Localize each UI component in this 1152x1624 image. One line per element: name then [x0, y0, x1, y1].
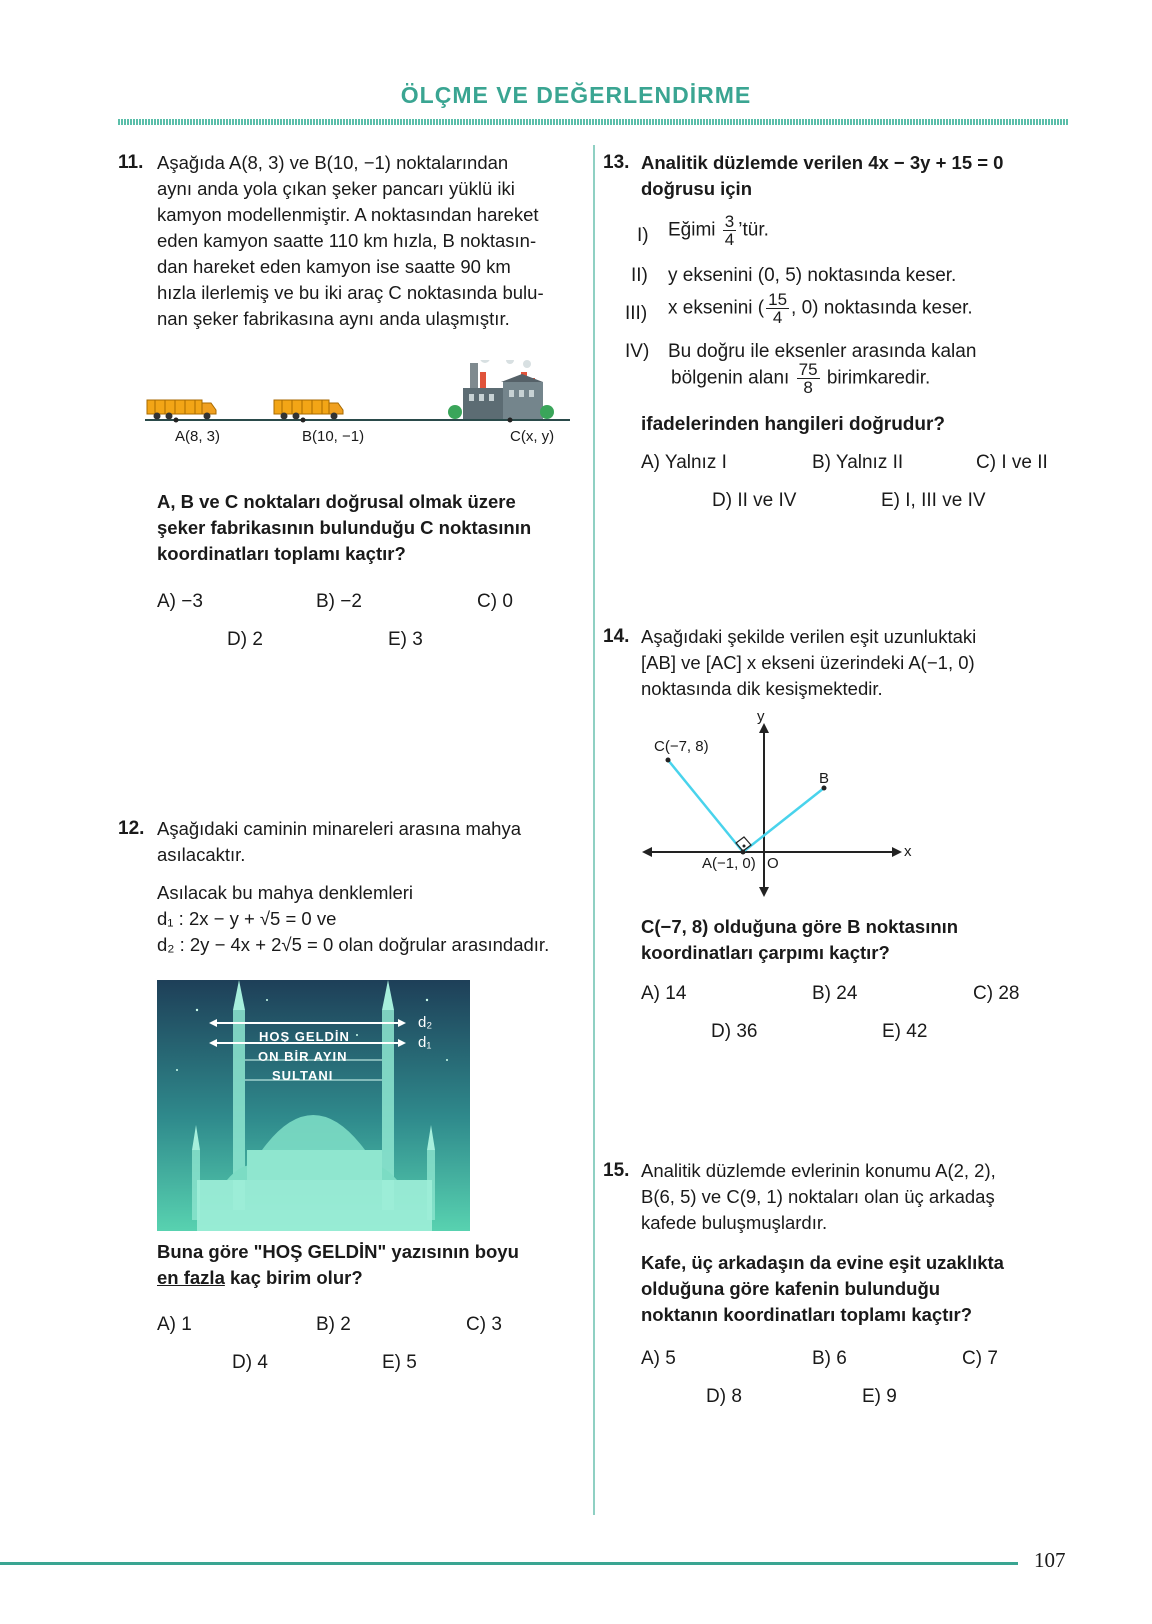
q13-statement-3 [668, 291, 973, 326]
q13-statement-1-num: I) [637, 225, 649, 246]
header-rule [118, 119, 1068, 125]
q13-s4-pre: bölgenin alanı [671, 367, 790, 389]
q11-question-line: A, B ve C noktaları doğrusal olmak üzere [157, 491, 516, 512]
q11-line: kamyon modellenmiştir. A noktasından hareket [157, 204, 539, 225]
truck-b-icon [274, 400, 343, 420]
q13-s3-pre: x eksenini ( [668, 297, 765, 319]
q13-statement-4-num: IV) [625, 341, 650, 362]
q15-stem [641, 1158, 996, 1236]
q14-stem [641, 624, 976, 702]
q13-statement-1 [668, 213, 769, 248]
q11-line: eden kamyon saatte 110 km hızla, B noktasın- [157, 230, 537, 251]
label-a: A(−1, 0) [702, 855, 756, 872]
q11-line: nan şeker fabrikasına aynı anda ulaşmıştır. [157, 308, 510, 329]
frac-den: 4 [772, 308, 783, 327]
q11-option-c[interactable]: C) 0 [477, 591, 513, 612]
axis-label-x: x [904, 843, 912, 860]
q13-option-c[interactable]: C) I ve II [976, 452, 1048, 473]
q12-option-d[interactable]: D) 4 [232, 1352, 268, 1373]
frac-num: 3 [724, 212, 735, 231]
q13-s1-post: ’tür. [738, 219, 769, 241]
q14-question-line: C(−7, 8) olduğuna göre B noktasının [641, 916, 959, 937]
q13-question: ifadelerinden hangileri doğrudur? [641, 414, 946, 435]
q14-line: Aşağıdaki şekilde verilen eşit uzunluktaki [641, 626, 977, 647]
q15-question-line: noktanın koordinatları toplamı kaçtır? [641, 1304, 972, 1325]
label-d1: d₁ [418, 1034, 432, 1051]
q11-question-line: şeker fabrikasının bulunduğu C noktasının [157, 517, 532, 538]
q13-statement-4b [671, 361, 930, 396]
q11-option-b[interactable]: B) −2 [316, 591, 362, 612]
q11-option-d[interactable]: D) 2 [227, 629, 263, 650]
y-axis-arrow-down [759, 887, 769, 897]
q13-option-d[interactable]: D) II ve IV [712, 490, 797, 511]
frac-num: 75 [798, 360, 818, 379]
q11-question [157, 489, 531, 567]
q12-stem [157, 816, 521, 868]
label-d2: d₂ [418, 1014, 433, 1031]
point-a-dot [741, 850, 746, 855]
q12-option-e[interactable]: E) 5 [382, 1352, 417, 1373]
q12-line: asılacaktır. [157, 844, 246, 865]
q12-eq1: d₁ : 2x − y + √5 = 0 ve [157, 908, 337, 929]
q13-title [641, 150, 1003, 202]
q13-title-line: Analitik düzlemde verilen 4x − 3y + 15 = 0 [641, 152, 1004, 173]
q13-s4-post: birimkaredir. [826, 367, 931, 389]
q14-option-d[interactable]: D) 36 [711, 1021, 758, 1042]
q15-option-e[interactable]: E) 9 [862, 1386, 897, 1407]
q12-option-a[interactable]: A) 1 [157, 1314, 192, 1335]
q15-line: B(6, 5) ve C(9, 1) noktaları olan üç arkadaş [641, 1186, 995, 1207]
q12-eq2: d₂ : 2y − 4x + 2√5 = 0 olan doğrular arasındadır. [157, 934, 550, 955]
q13-statement-2: y eksenini (0, 5) noktasında keser. [668, 265, 957, 286]
q15-line: kafede buluşmuşlardır. [641, 1212, 828, 1233]
point-a-marker [174, 418, 179, 423]
q15-option-a[interactable]: A) 5 [641, 1348, 676, 1369]
point-c-dot [666, 758, 671, 763]
q13-statement-2-num: II) [631, 265, 648, 286]
label-point-c: C(x, y) [510, 428, 555, 445]
frac-den: 8 [803, 378, 813, 397]
q15-question-line: olduğuna göre kafenin bulunduğu [641, 1278, 941, 1299]
q13-statement-4: Bu doğru ile eksenler arasında kalan [668, 341, 977, 362]
q11-option-e[interactable]: E) 3 [388, 629, 423, 650]
q13-statement-3-num: III) [625, 303, 648, 324]
q13-s1-pre: Eğimi [668, 219, 716, 241]
x-axis-arrow-right [892, 847, 902, 857]
segment-ac [668, 760, 743, 852]
column-divider [593, 145, 595, 1515]
q12-question-line1: Buna göre "HOŞ GELDİN" yazısının boyu [157, 1241, 519, 1262]
page-number: 107 [1034, 1548, 1066, 1572]
q12-question-line2 [157, 1265, 519, 1291]
q12-eq-intro: Asılacak bu mahya denklemleri [157, 882, 414, 903]
x-axis-arrow-left [642, 847, 652, 857]
footer-rule [0, 1562, 1018, 1565]
point-c-marker [508, 418, 513, 423]
frac-den: 4 [724, 230, 735, 249]
q12-equations [157, 880, 549, 958]
q11-line: Aşağıda A(8, 3) ve B(10, −1) noktalarından [157, 152, 509, 173]
q14-number: 14. [603, 626, 630, 647]
q13-s1-fraction [723, 213, 736, 248]
page-header-title: ÖLÇME VE DEĞERLENDİRME [400, 82, 752, 108]
q14-line: noktasında dik kesişmektedir. [641, 678, 883, 699]
q15-number: 15. [603, 1160, 630, 1181]
q14-option-e[interactable]: E) 42 [882, 1021, 928, 1042]
q13-option-e[interactable]: E) I, III ve IV [881, 490, 986, 511]
q11-line: dan hareket eden kamyon ise saatte 90 km [157, 256, 511, 277]
label-point-b: B(10, −1) [302, 428, 365, 445]
q11-option-a[interactable]: A) −3 [157, 591, 203, 612]
q14-question-line: koordinatları çarpımı kaçtır? [641, 942, 890, 963]
q12-question-rest: kaç birim olur? [224, 1267, 363, 1288]
label-b: B [819, 770, 830, 787]
q13-option-b[interactable]: B) Yalnız II [812, 452, 904, 473]
factory-icon [448, 360, 554, 419]
q13-title-line: doğrusu için [641, 178, 752, 199]
q11-stem [157, 150, 544, 332]
q11-question-line: koordinatları toplamı kaçtır? [157, 543, 406, 564]
label-c: C(−7, 8) [654, 738, 709, 755]
q14-option-c[interactable]: C) 28 [973, 983, 1020, 1004]
banner-text-2: ON BİR AYIN [258, 1049, 348, 1064]
q15-question-line: Kafe, üç arkadaşın da evine eşit uzaklıkta [641, 1252, 1004, 1273]
q12-line: Aşağıdaki caminin minareleri arasına mahya [157, 818, 522, 839]
point-b-marker [301, 418, 306, 423]
q13-s4-fraction [797, 361, 820, 396]
segment-ab [743, 788, 824, 852]
q13-s3-fraction [766, 291, 789, 326]
frac-num: 15 [768, 290, 788, 309]
banner-text-1: HOŞ GELDİN [259, 1029, 350, 1044]
truck-a-icon [147, 400, 216, 420]
q13-option-a[interactable]: A) Yalnız I [641, 452, 727, 473]
q14-question [641, 914, 958, 966]
q12-emphasis: en fazla [157, 1267, 225, 1288]
banner-text-3: SULTANI [272, 1068, 334, 1083]
q14-option-a[interactable]: A) 14 [641, 983, 687, 1004]
q15-option-b[interactable]: B) 6 [812, 1348, 847, 1369]
q13-s3-post: , 0) noktasında keser. [791, 297, 973, 319]
q11-number: 11. [118, 152, 144, 173]
q15-option-c[interactable]: C) 7 [962, 1348, 998, 1369]
q14-line: [AB] ve [AC] x ekseni üzerindeki A(−1, 0) [641, 652, 975, 673]
q12-option-c[interactable]: C) 3 [466, 1314, 502, 1335]
q12-question [157, 1239, 519, 1291]
q11-line: hızla ilerlemiş ve bu iki araç C noktasında bulu- [157, 282, 544, 303]
q11-line: aynı anda yola çıkan şeker pancarı yüklü iki [157, 178, 515, 199]
q12-number: 12. [118, 818, 145, 839]
q15-option-d[interactable]: D) 8 [706, 1386, 742, 1407]
label-origin: O [767, 855, 779, 872]
q15-line: Analitik düzlemde evlerinin konumu A(2, 2), [641, 1160, 996, 1181]
q15-question [641, 1250, 1004, 1328]
axis-label-y: y [757, 708, 765, 725]
q13-number: 13. [603, 152, 630, 173]
label-point-a: A(8, 3) [175, 428, 221, 445]
q11-truck-figure [145, 360, 575, 435]
q12-option-b[interactable]: B) 2 [316, 1314, 351, 1335]
q14-option-b[interactable]: B) 24 [812, 983, 858, 1004]
